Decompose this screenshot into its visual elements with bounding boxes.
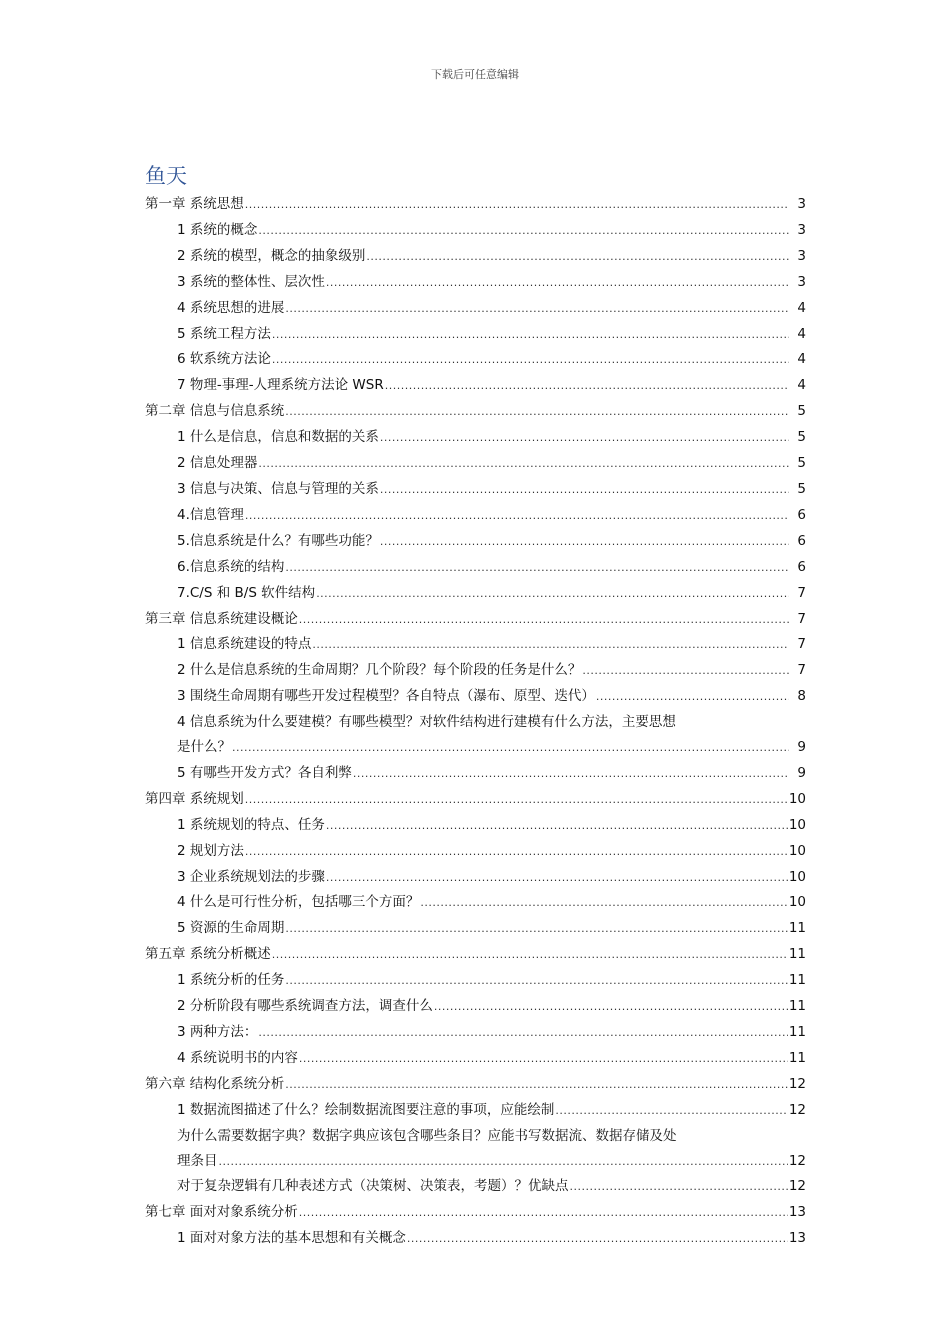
toc-section-entry[interactable] (145, 296, 806, 322)
toc-chapter-entry[interactable] (145, 1072, 806, 1098)
toc-page-number: 9 (797, 739, 806, 756)
toc-dot-leader (245, 193, 789, 218)
toc-page-number: 8 (797, 688, 806, 705)
toc-section-entry[interactable] (145, 632, 806, 658)
toc-dot-leader (272, 348, 789, 373)
toc-dot-leader (245, 788, 788, 813)
toc-section-entry[interactable] (145, 218, 806, 244)
toc-entry-text: 1 什么是信息，信息和数据的关系 (177, 429, 379, 446)
toc-dot-leader (285, 969, 787, 994)
toc-dot-leader (285, 297, 789, 322)
toc-page-number: 11 (788, 920, 806, 937)
toc-entry-text: 第五章 系统分析概述 (145, 946, 271, 963)
toc-dot-leader (299, 608, 789, 633)
toc-chapter-entry[interactable] (145, 607, 806, 633)
toc-entry-text: 6 软系统方法论 (177, 351, 271, 368)
toc-dot-leader (316, 582, 789, 607)
toc-page-number: 3 (797, 273, 806, 290)
toc-chapter-entry[interactable] (145, 1200, 806, 1226)
toc-page-number: 4 (797, 351, 806, 368)
toc-dot-leader (245, 504, 789, 529)
toc-page-number: 12 (788, 1152, 806, 1169)
toc-section-entry[interactable] (145, 1020, 806, 1046)
toc-entry-text: 4 系统说明书的内容 (177, 1049, 298, 1066)
toc-entry-text: 6.信息系统的结构 (177, 558, 285, 575)
toc-dot-leader (582, 659, 789, 684)
toc-page-number: 10 (788, 842, 806, 859)
toc-section-entry[interactable] (145, 890, 806, 916)
toc-page-number: 5 (797, 480, 806, 497)
page-header: 下载后可任意编辑 (431, 68, 519, 81)
toc-entry-text: 5.信息系统是什么？有哪些功能？ (177, 532, 379, 549)
toc-entry-text: 4 什么是可行性分析，包括哪三个方面？ (177, 894, 420, 911)
toc-page-number: 6 (797, 532, 806, 549)
toc-section-entry[interactable] (145, 1124, 806, 1175)
toc-page-number: 7 (797, 662, 806, 679)
toc-page-number: 5 (797, 455, 806, 472)
toc-page-number: 13 (788, 1204, 806, 1221)
toc-entry-text: 1 面对对象方法的基本思想和有关概念 (177, 1230, 406, 1247)
toc-section-entry[interactable] (145, 710, 806, 761)
toc-dot-leader (366, 245, 789, 270)
toc-entry-text: 第四章 系统规划 (145, 790, 244, 807)
toc-section-entry[interactable] (145, 244, 806, 270)
toc-section-entry[interactable] (145, 529, 806, 555)
toc-entry-text: 1 系统规划的特点、任务 (177, 816, 325, 833)
toc-dot-leader (420, 891, 787, 916)
toc-page-number: 10 (788, 790, 806, 807)
toc-dot-leader (285, 1073, 788, 1098)
toc-dot-leader (258, 1021, 787, 1046)
toc-entry-text: 4 系统思想的进展 (177, 299, 285, 316)
toc-chapter-entry[interactable] (145, 399, 806, 425)
toc-entry-text: 第二章 信息与信息系统 (145, 403, 285, 420)
toc-page-number: 12 (788, 1178, 806, 1195)
toc-section-entry[interactable] (145, 1098, 806, 1124)
toc-entry-text: 1 系统分析的任务 (177, 972, 285, 989)
toc-page-number: 6 (797, 506, 806, 523)
toc-chapter-entry[interactable] (145, 787, 806, 813)
toc-entry-text-first-line: 为什么需要数据字典？数据字典应该包含哪些条目？应能书写数据流、数据存储及处 (177, 1127, 677, 1144)
toc-entry-text-first-line: 4 信息系统为什么要建模？有哪些模型？对软件结构进行建模有什么方法，主要思想 (177, 714, 676, 731)
toc-section-entry[interactable] (145, 270, 806, 296)
toc-page-number: 11 (788, 998, 806, 1015)
toc-page-number: 4 (797, 299, 806, 316)
toc-entry-text: 第七章 面对对象系统分析 (145, 1204, 298, 1221)
toc-entry-text: 2 系统的模型，概念的抽象级别 (177, 247, 366, 264)
toc-section-entry[interactable] (145, 916, 806, 942)
toc-dot-leader (258, 219, 789, 244)
toc-section-entry[interactable] (145, 451, 806, 477)
toc-dot-leader (385, 374, 789, 399)
toc-section-entry[interactable] (145, 581, 806, 607)
toc-entry-text: 5 有哪些开发方式？各自利弊 (177, 764, 352, 781)
toc-dot-leader (570, 1175, 788, 1200)
toc-section-entry[interactable] (145, 684, 806, 710)
table-of-contents (145, 192, 806, 1252)
toc-entry-text: 2 分析阶段有哪些系统调查方法，调查什么 (177, 998, 433, 1015)
toc-entry-text: 3 企业系统规划法的步骤 (177, 868, 325, 885)
toc-section-entry[interactable] (145, 347, 806, 373)
toc-dot-leader (380, 426, 789, 451)
toc-page-number: 6 (797, 558, 806, 575)
toc-entry-text: 是什么？ (177, 739, 231, 756)
toc-entry-text: 3 两种方法： (177, 1024, 258, 1040)
toc-entry-text: 2 信息处理器 (177, 455, 258, 472)
toc-entry-text: 3 围绕生命周期有哪些开发过程模型？各自特点（瀑布、原型、迭代） (177, 688, 595, 705)
toc-dot-leader (407, 1227, 788, 1252)
toc-dot-leader (312, 633, 789, 658)
toc-entry-text: 2 什么是信息系统的生命周期？几个阶段？每个阶段的任务是什么？ (177, 662, 582, 679)
toc-page-number: 12 (788, 1075, 806, 1092)
toc-entry-text: 5 资源的生命周期 (177, 920, 285, 937)
toc-entry-text: 7.C/S 和 B/S 软件结构 (177, 584, 316, 601)
toc-page-number: 7 (797, 636, 806, 653)
toc-dot-leader (272, 323, 789, 348)
toc-page-number: 3 (797, 247, 806, 264)
toc-page-number: 4 (797, 377, 806, 394)
toc-page-number: 3 (797, 196, 806, 212)
toc-title: 鱼天 (145, 164, 187, 188)
toc-entry-text: 1 信息系统建设的特点 (177, 636, 312, 653)
toc-entry-text: 1 系统的概念 (177, 221, 258, 238)
toc-dot-leader (380, 530, 789, 555)
toc-section-entry[interactable] (145, 813, 806, 839)
toc-section-entry[interactable] (145, 425, 806, 451)
toc-section-entry[interactable] (145, 839, 806, 865)
toc-page-number: 10 (788, 894, 806, 911)
toc-entry-text: 3 信息与决策、信息与管理的关系 (177, 480, 379, 497)
toc-page-number: 11 (788, 1049, 806, 1066)
toc-entry-text: 3 系统的整体性、层次性 (177, 273, 325, 290)
toc-section-entry[interactable] (145, 373, 806, 399)
toc-page-number: 9 (797, 764, 806, 781)
toc-dot-leader (245, 840, 788, 865)
toc-entry-text: 第三章 信息系统建设概论 (145, 610, 298, 627)
toc-entry-text: 7 物理-事理-人理系统方法论 WSR (177, 377, 384, 394)
toc-dot-leader (326, 814, 788, 839)
toc-page-number: 5 (797, 429, 806, 446)
toc-page-number: 7 (797, 610, 806, 627)
toc-section-entry[interactable] (145, 994, 806, 1020)
toc-page-number: 11 (788, 1024, 806, 1040)
toc-section-entry[interactable] (145, 503, 806, 529)
toc-entry-text: 第一章 系统思想 (145, 196, 244, 212)
toc-dot-leader (285, 917, 787, 942)
toc-section-entry[interactable] (145, 555, 806, 581)
toc-chapter-entry[interactable] (145, 942, 806, 968)
toc-section-entry[interactable] (145, 1226, 806, 1252)
toc-section-entry[interactable] (145, 1046, 806, 1072)
toc-page-number: 10 (788, 816, 806, 833)
toc-section-entry[interactable] (145, 658, 806, 684)
toc-page-number: 11 (788, 972, 806, 989)
toc-entry-text: 第六章 结构化系统分析 (145, 1075, 285, 1092)
toc-page-number: 12 (788, 1101, 806, 1118)
toc-page-number: 5 (797, 403, 806, 420)
toc-section-entry[interactable] (145, 968, 806, 994)
toc-dot-leader (285, 556, 789, 581)
toc-page-number: 3 (797, 221, 806, 238)
toc-dot-leader (353, 762, 789, 787)
toc-entry-text: 5 系统工程方法 (177, 325, 271, 342)
toc-dot-leader (232, 736, 789, 761)
toc-dot-leader (272, 943, 788, 968)
toc-section-entry[interactable] (145, 322, 806, 348)
toc-entry-text: 理条目 (177, 1152, 218, 1169)
toc-dot-leader (219, 1150, 788, 1175)
toc-section-entry[interactable] (145, 865, 806, 891)
toc-dot-leader (380, 478, 789, 503)
toc-entry-text: 4.信息管理 (177, 506, 244, 523)
toc-dot-leader (434, 995, 788, 1020)
toc-page-number: 10 (788, 868, 806, 885)
toc-page-number: 7 (797, 584, 806, 601)
toc-dot-leader (299, 1201, 788, 1226)
toc-chapter-entry[interactable] (145, 192, 806, 218)
toc-dot-leader (596, 685, 789, 710)
toc-entry-text: 对于复杂逻辑有几种表述方式（决策树、决策表，考题）？优缺点 (177, 1178, 569, 1195)
toc-dot-leader (299, 1047, 788, 1072)
toc-page-number: 11 (788, 946, 806, 963)
toc-dot-leader (555, 1099, 787, 1124)
toc-dot-leader (326, 866, 788, 891)
toc-dot-leader (285, 400, 789, 425)
toc-page-number: 4 (797, 325, 806, 342)
toc-section-entry[interactable] (145, 1174, 806, 1200)
toc-dot-leader (326, 271, 789, 296)
toc-entry-text: 2 规划方法 (177, 842, 244, 859)
toc-entry-text: 1 数据流图描述了什么？绘制数据流图要注意的事项，应能绘制 (177, 1101, 555, 1118)
toc-section-entry[interactable] (145, 477, 806, 503)
toc-section-entry[interactable] (145, 761, 806, 787)
toc-page-number: 13 (788, 1230, 806, 1247)
toc-dot-leader (258, 452, 789, 477)
